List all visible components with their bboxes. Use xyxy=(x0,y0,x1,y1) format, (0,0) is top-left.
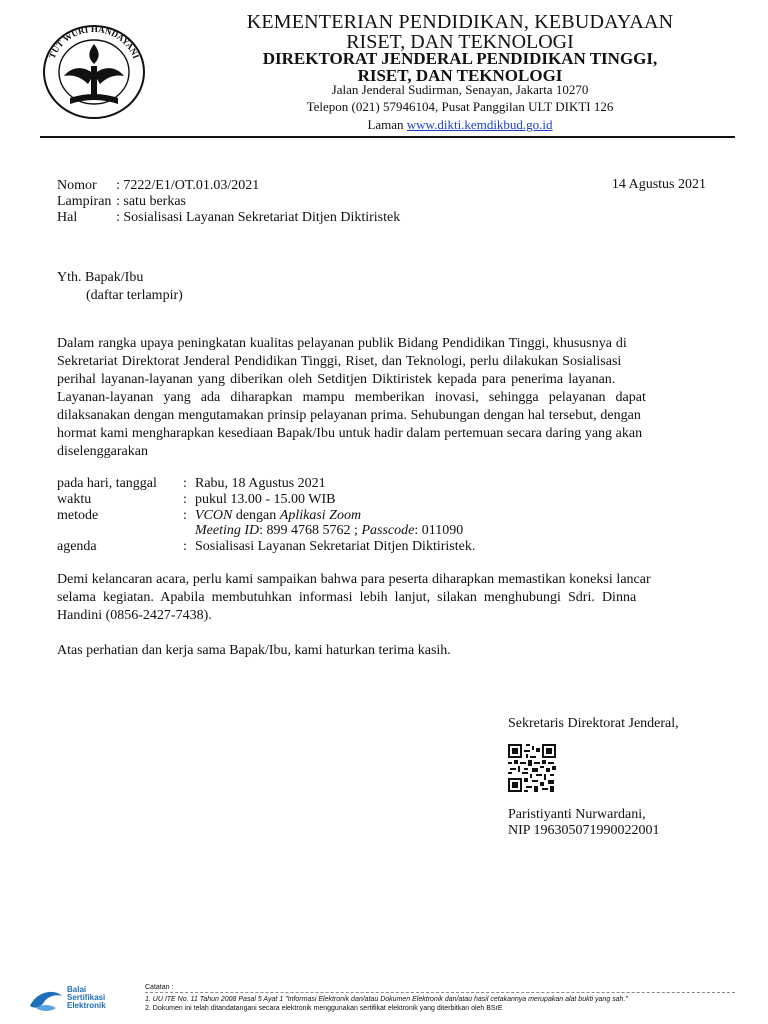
tut-wuri-handayani-logo xyxy=(40,20,148,120)
schedule-colon: : xyxy=(183,492,187,507)
svg-text:TUT WURI HANDAYANI: TUT WURI HANDAYANI xyxy=(46,23,142,61)
method-dengan: dengan xyxy=(235,508,277,523)
website-line xyxy=(170,118,750,132)
paragraph1-line6: hormat kami mengharapkan kesediaan Bapak/Ibu untuk hadir dalam pertemuan secara daring yang akan xyxy=(57,426,643,441)
method-app: Aplikasi Zoom xyxy=(279,508,362,523)
address: Jalan Jenderal Sudirman, Senayan, Jakarta 10270 xyxy=(331,82,589,97)
bsre-line1: Balai xyxy=(67,985,87,994)
meeting-id-value: : 899 4768 5762 ; xyxy=(259,523,358,538)
nomor-label: Nomor xyxy=(57,178,97,193)
footer-notes-label: Catatan : xyxy=(145,984,174,991)
paragraph1-line7: diselenggarakan xyxy=(57,444,148,459)
website-label: Laman xyxy=(367,117,404,132)
meeting-details xyxy=(195,522,463,539)
nomor-value: : 7222/E1/OT.01.03/2021 xyxy=(116,178,260,193)
bsre-label xyxy=(67,986,106,1010)
lampiran-label: Lampiran xyxy=(57,194,112,209)
bsre-line2: Sertifikasi xyxy=(67,993,106,1002)
passcode-value: : 011090 xyxy=(414,523,464,538)
phone: Telepon (021) 57946104, Pusat Panggilan ULT DIKTI 126 xyxy=(306,99,614,114)
signatory-nip: NIP 196305071990022001 xyxy=(508,823,660,838)
paragraph2-line2: selama kegiatan. Apabila membutuhkan informasi lebih lanjut, silakan menghubungi Sdri. Dinna xyxy=(57,590,637,605)
schedule-agenda-label: agenda xyxy=(57,539,97,554)
schedule-colon: : xyxy=(183,508,187,523)
signatory-name: Paristiyanti Nurwardani, xyxy=(508,807,646,822)
passcode-label: Passcode xyxy=(361,523,415,538)
schedule-colon: : xyxy=(183,539,187,554)
paragraph1-line1: Dalam rangka upaya peningkatan kualitas pelayanan publik Bidang Pendidikan Tinggi, khususnya di xyxy=(57,336,627,351)
recipient-line2: (daftar terlampir) xyxy=(86,288,183,303)
closing-sentence: Atas perhatian dan kerja sama Bapak/Ibu, kami haturkan terima kasih. xyxy=(57,643,451,658)
paragraph2-line1: Demi kelancaran acara, perlu kami sampaikan bahwa para peserta diharapkan memastikan koneksi lancar xyxy=(57,572,651,587)
schedule-day-value: Rabu, 18 Agustus 2021 xyxy=(195,476,326,491)
method-vcon: VCON xyxy=(195,508,233,523)
paragraph1-line2: Sekretariat Direktorat Jenderal Pendidikan Tinggi, Riset, dan Teknologi, perlu dilakukan Sosialisasi xyxy=(57,354,622,369)
schedule-time-value: pukul 13.00 - 15.00 WIB xyxy=(195,492,336,507)
ministry-name-line1: KEMENTERIAN PENDIDIKAN, KEBUDAYAAN xyxy=(246,11,674,33)
bsre-logo-icon xyxy=(26,986,66,1014)
footer-divider xyxy=(145,992,735,993)
lampiran-value: : satu berkas xyxy=(116,194,186,209)
qr-code-icon xyxy=(508,744,556,792)
directorate-name-line2: RISET, DAN TEKNOLOGI xyxy=(357,66,563,85)
hal-label: Hal xyxy=(57,210,78,225)
signatory-title: Sekretaris Direktorat Jenderal, xyxy=(508,716,679,731)
paragraph1-line3: perihal layanan-layanan yang diberikan oleh Setditjen Diktiristek kepada para penerima layanan. xyxy=(57,372,616,387)
schedule-colon: : xyxy=(183,476,187,491)
schedule-day-label: pada hari, tanggal xyxy=(57,476,157,491)
letterhead-divider xyxy=(40,136,735,138)
footer-note2: 2. Dokumen ini telah ditandatangani secara elektronik menggunakan sertifikat elektronik yang diterbitkan oleh BSrE xyxy=(145,1005,503,1012)
schedule-agenda-value: Sosialisasi Layanan Sekretariat Ditjen Diktiristek. xyxy=(195,539,476,554)
schedule-time-label: waktu xyxy=(57,492,92,507)
paragraph1-line4: Layanan-layanan yang ada diharapkan mampu memberikan inovasi, sehingga pelayanan dapat xyxy=(57,390,646,405)
directorate-name-line1: DIREKTORAT JENDERAL PENDIDIKAN TINGGI, xyxy=(262,49,658,68)
website-link[interactable]: www.dikti.kemdikbud.go.id xyxy=(406,117,553,132)
bsre-line3: Elektronik xyxy=(67,1001,106,1010)
paragraph1-line5: dilaksanakan dengan mengutamakan prinsip pelayanan prima. Sehubungan dengan hal tersebut, dengan xyxy=(57,408,641,423)
paragraph2-line3: Handini (0856-2427-7438). xyxy=(57,608,212,623)
letter-date: 14 Agustus 2021 xyxy=(611,177,706,192)
schedule-method-label: metode xyxy=(57,508,99,523)
hal-value: : Sosialisasi Layanan Sekretariat Ditjen Diktiristek xyxy=(116,210,401,225)
meeting-id-label: Meeting ID xyxy=(195,523,260,538)
recipient-line1: Yth. Bapak/Ibu xyxy=(57,270,144,285)
footer-note1: 1. UU ITE No. 11 Tahun 2008 Pasal 5 Ayat 1 "Informasi Elektronik dan/atau Dokumen Elektronik dan/atau hasil cetakannya merupakan alat bukti yang sah." xyxy=(145,996,628,1003)
ministry-name-line2: RISET, DAN TEKNOLOGI xyxy=(346,31,574,53)
